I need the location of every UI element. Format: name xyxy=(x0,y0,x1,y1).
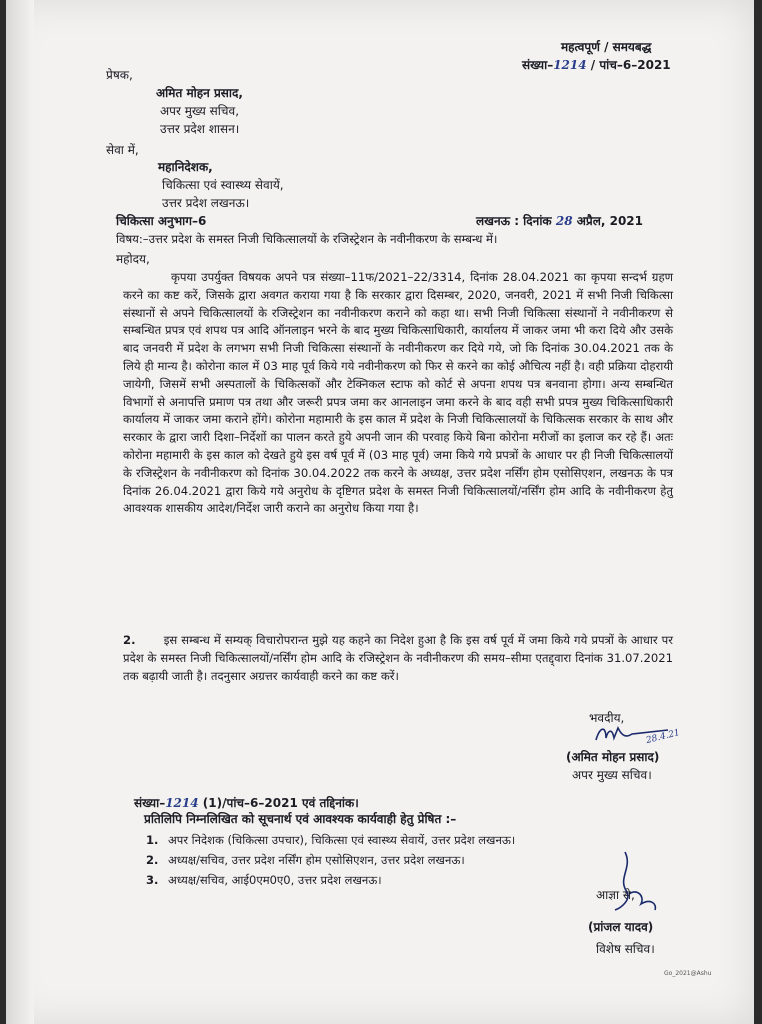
copy-to-item-number: 3. xyxy=(146,873,159,887)
reference-number xyxy=(522,58,671,73)
copy-to-item xyxy=(146,830,515,850)
second-signatory-designation: विशेष सचिव। xyxy=(596,942,655,956)
date-suffix: अप्रैल, 2021 xyxy=(576,214,644,228)
endorsement-heading: प्रतिलिपि निम्नलिखित को सूचनार्थ एवं आवश्यक कार्यवाही हेतु प्रेषित :– xyxy=(144,812,457,826)
copy-to-item xyxy=(146,850,515,870)
special-secretary-signature xyxy=(611,848,661,918)
order-text: आज्ञा से, xyxy=(596,888,635,902)
copy-to-item xyxy=(146,870,515,890)
reference-suffix: / पांच–6–2021 xyxy=(590,58,671,72)
document-page xyxy=(6,0,754,1024)
section-name: चिकित्सा अनुभाग–6 xyxy=(116,214,207,228)
paragraph-1-text: कृपया उपर्युक्त विषयक अपने पत्र संख्या–11फ/2021–22/3314, दिनांक 28.04.2021 का कृपया सन्दर्भ ग्रहण करने का कष्ट करें, जिसके द्वारा अवगत कराया गया है कि सरकार द्वारा दिसम्बर, 2020, जनवरी, 2021 में सभी निजी चिकित्सा संस्थानों से अपने चिकित्सालयों के रजिस्ट्रेशन का नवीनीकरण कराने को कहा था। सभी निजी चिकित्सा संस्थानों ने नवीनीकरण से सम्बन्धित प्रपत्र एवं शपथ पत्र आदि ऑनलाइन भरने के बाद मुख्य चिकित्साधिकारी, कार्यालय में जाकर जमा भी करा दिये और उसके बाद जनवरी में प्रदेश के लगभग सभी निजी चिकित्सा संस्थानों के नवीनीकरण कर दिये गये, जो कि दिनांक 30.04.2021 तक के लिये ही मान्य है। कोरोना काल में 03 माह पूर्व किये गये नवीनीकरण को फिर से करने का कोई औचित्य नहीं है। वही प्रक्रिया दोहरायी जायेगी, जिसमें सभी अस्पतालों के चिकित्सकों और टेक्निकल स्टाफ को कोर्ट से अपना शपथ पत्र बनवाना होगा। अन्य सम्बन्धित विभागों से अनापत्ति प्रमाण पत्र तथा और जरूरी प्रपत्र जमा कर आनलाइन जमा करने के बाद वही सभी प्रपत्र मुख्य चिकित्साधिकारी कार्यालय में जाकर जमा कराने होंगे। कोरोना महामारी के इस काल में प्रदेश के निजी चिकित्सालयों के चिकित्सक सरकार के साथ और सरकार के द्वारा जारी दिशा–निर्देशों का पालन करते हुये अपनी जान की परवाह किये बिना कोरोना मरीजों का इलाज कर रहे हैं। अतः कोरोना महामारी के इस काल को देखते हुये इस वर्ष पूर्व में (03 माह पूर्व) जमा किये गये प्रपत्रों के आधार पर ही निजी चिकित्सालयों के रजिस्ट्रेशन के नवीनीकरण को दिनांक 30.04.2022 तक करने के अध्यक्ष, उत्तर प्रदेश नर्सिंग होम एसोसिएशन, लखनऊ के पत्र दिनांक 26.04.2021 द्वारा किये गये अनुरोध के दृष्टिगत प्रदेश के समस्त निजी चिकित्सालयों/नर्सिंग होम आदि के नवीनीकरण हेतु आवश्यक शासकीय आदेश/निर्देश जारी कराने का अनुरोध किया गया है। xyxy=(123,270,673,516)
sender-designation: अपर मुख्य सचिव, xyxy=(160,104,240,118)
recipient-department: चिकित्सा एवं स्वास्थ्य सेवायें, xyxy=(162,178,284,192)
salutation: महोदय, xyxy=(116,252,150,266)
endorsement-handwritten-number: 1214 xyxy=(165,796,199,810)
letter-date xyxy=(476,214,643,229)
valediction: भवदीय, xyxy=(589,711,625,725)
sender-office: उत्तर प्रदेश शासन। xyxy=(160,122,240,136)
paragraph-2-text xyxy=(123,632,673,685)
paragraph-2 xyxy=(123,632,673,685)
copy-to-item-text: अध्यक्ष/सचिव, आई0एम0ए0, उत्तर प्रदेश लखनऊ। xyxy=(168,873,382,887)
copy-to-item-number: 2. xyxy=(146,853,159,867)
sender-name: अमित मोहन प्रसाद, xyxy=(156,86,243,100)
date-prefix: लखनऊ : दिनांक xyxy=(476,214,552,228)
endorsement-prefix: संख्या– xyxy=(134,796,166,810)
endorsement-suffix: (1)/पांच–6–2021 एवं तद्दिनांक। xyxy=(202,796,359,810)
copy-to-list xyxy=(146,830,515,890)
paragraph-2-number: 2. xyxy=(123,633,136,647)
paragraph-1 xyxy=(123,269,673,518)
recipient-label: सेवा में, xyxy=(106,143,139,157)
signatory-designation: अपर मुख्य सचिव। xyxy=(572,768,652,782)
sender-label: प्रेषक, xyxy=(106,68,133,82)
page-crease-shadow xyxy=(6,0,34,1024)
endorsement-number xyxy=(134,796,359,811)
date-handwritten-day: 28 xyxy=(555,214,573,228)
signature-date-handwritten: 28.4.21 xyxy=(645,728,681,747)
signatory-name: (अमित मोहन प्रसाद) xyxy=(566,750,660,764)
second-signatory-name: (प्रांजल यादव) xyxy=(588,920,654,934)
reference-handwritten-number: 1214 xyxy=(553,58,587,72)
paragraph-2-body: इस सम्बन्ध में सम्यक् विचारोपरान्त मुझे यह कहने का निदेश हुआ है कि इस वर्ष पूर्व में जमा किये गये प्रपत्रों के आधार पर प्रदेश के समस्त निजी चिकित्सालयों/नर्सिंग होम आदि के रजिस्ट्रेशन के नवीनीकरण की समय–सीमा एतद्द्वारा दिनांक 31.07.2021 तक बढ़ायी जाती है। तदनुसार अग्रत्तर कार्यवाही करने का कष्ट करें। xyxy=(123,633,673,683)
priority-label: महत्वपूर्ण / समयबद्ध xyxy=(561,40,652,54)
reference-prefix: संख्या– xyxy=(522,58,554,72)
copy-to-item-number: 1. xyxy=(146,833,159,847)
subject-line: विषय:–उत्तर प्रदेश के समस्त निजी चिकित्सालयों के रजिस्ट्रेशन के नवीनीकरण के सम्बन्ध में। xyxy=(116,232,498,246)
copy-to-item-text: अध्यक्ष/सचिव, उत्तर प्रदेश नर्सिंग होम एसोसिएशन, उत्तर प्रदेश लखनऊ। xyxy=(168,853,465,867)
recipient-place: उत्तर प्रदेश लखनऊ। xyxy=(162,196,250,210)
copy-to-item-text: अपर निदेशक (चिकित्सा उपचार), चिकित्सा एवं स्वास्थ्य सेवायें, उत्तर प्रदेश लखनऊ। xyxy=(168,833,516,847)
footer-code: Go_2021@Ashu xyxy=(664,970,712,977)
recipient-name: महानिदेशक, xyxy=(158,160,213,174)
